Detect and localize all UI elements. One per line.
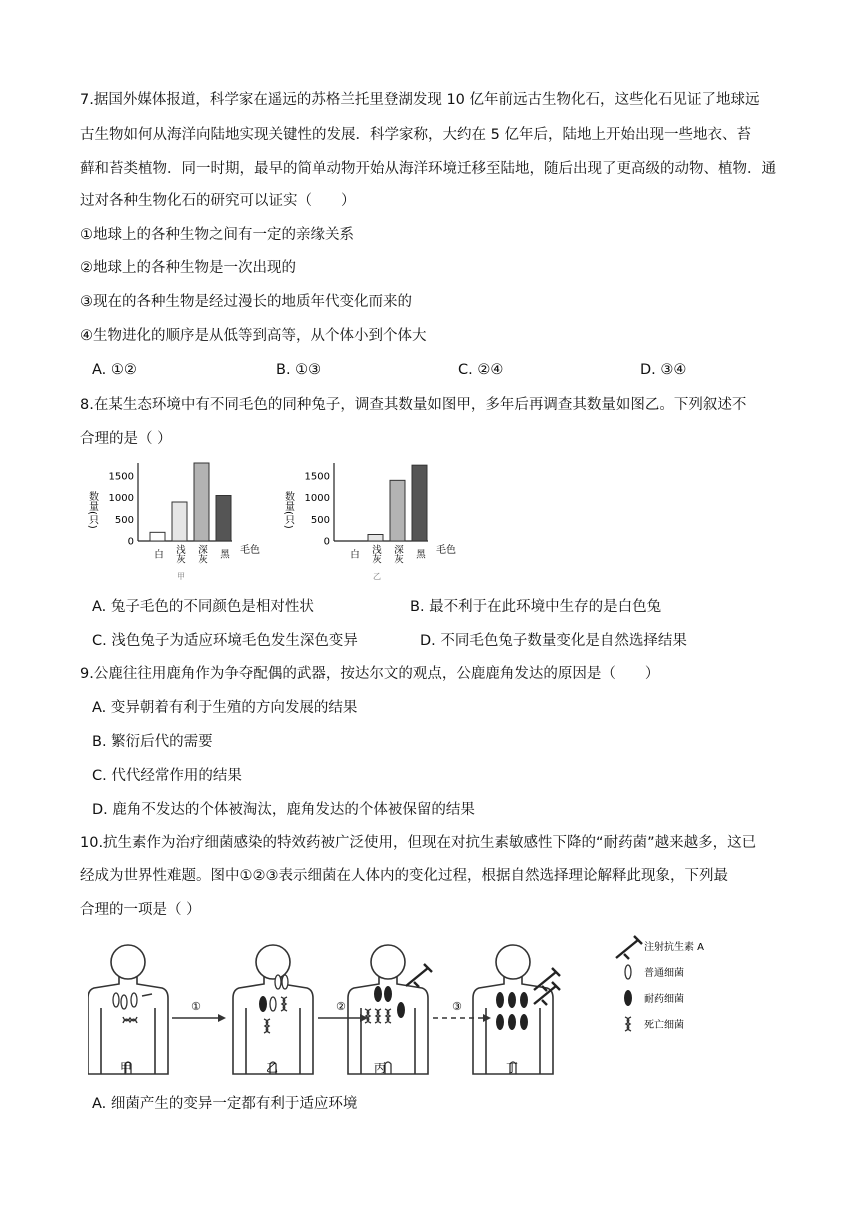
q9-option-c[interactable]: C. 代代经常作用的结果 <box>92 768 242 784</box>
q9-option-a[interactable]: A. 变异朝着有利于生殖的方向发展的结果 <box>92 700 358 716</box>
arrow-step-3 <box>433 1000 491 1022</box>
y-tick-label: 500 <box>114 514 134 526</box>
y-tick-label: 0 <box>127 536 134 548</box>
q7-option-d[interactable]: D. ③④ <box>640 362 687 378</box>
panel-yi <box>233 945 313 1075</box>
step-label: ① <box>191 1000 201 1013</box>
q10-line-2: 经成为世界性难题。图中①②③表示细菌在人体内的变化过程，根据自然选择理论解释此现象，下列最 <box>80 868 728 884</box>
y-tick-label: 0 <box>323 536 330 548</box>
q9-option-d[interactable]: D. 鹿角不发达的个体被淘汰，鹿角发达的个体被保留的结果 <box>92 802 475 818</box>
bar <box>194 463 209 541</box>
panel-label: 丙 <box>374 1061 387 1075</box>
chart-title: 甲 <box>177 572 185 581</box>
bar <box>216 496 231 542</box>
y-tick-label: 500 <box>310 514 330 526</box>
legend-item: 注射抗生素 A <box>644 942 705 953</box>
legend-item: 普通细菌 <box>644 968 684 979</box>
panel-label: 丁 <box>506 1061 519 1075</box>
x-axis-label: 毛色 <box>436 545 456 556</box>
q7-statement-1: ①地球上的各种生物之间有一定的亲缘关系 <box>80 227 354 243</box>
y-tick-label: 1500 <box>304 471 330 483</box>
chart-title: 乙 <box>373 572 381 581</box>
dead-bacteria-icon <box>625 1017 631 1031</box>
q7-line-4: 过对各种生物化石的研究可以证实（ ） <box>80 193 356 209</box>
q7-statement-4: ④生物进化的顺序是从低等到高等，从个体小到个体大 <box>80 328 427 344</box>
x-tick-label: 深灰 <box>392 544 403 564</box>
y-tick-label: 1500 <box>108 471 134 483</box>
x-tick-label: 深灰 <box>196 544 207 564</box>
q7-option-a[interactable]: A. ①② <box>92 362 137 378</box>
bar-chart-yi <box>278 455 478 585</box>
q9-option-b[interactable]: B. 繁衍后代的需要 <box>92 734 213 750</box>
q7-statement-3: ③现在的各种生物是经过漫长的地质年代变化而来的 <box>80 294 412 310</box>
x-axis-label: 毛色 <box>240 545 260 556</box>
q8-option-d[interactable]: D. 不同毛色兔子数量变化是自然选择结果 <box>420 633 687 649</box>
bar-chart-jia <box>82 455 282 585</box>
figure-legend <box>616 936 704 1031</box>
y-axis-label: 数量(只) <box>86 491 98 529</box>
bar <box>390 480 405 541</box>
resistant-bacteria-icon <box>624 990 632 1006</box>
bar <box>412 465 427 541</box>
bar <box>172 502 187 541</box>
q8-option-a[interactable]: A. 兔子毛色的不同颜色是相对性状 <box>92 599 314 615</box>
legend-item: 耐药细菌 <box>644 994 684 1005</box>
x-tick-label: 白 <box>348 549 359 559</box>
x-tick-label: 黑 <box>218 549 229 559</box>
q8-line-1: 8.在某生态环境中有不同毛色的同种兔子，调查其数量如图甲，多年后再调查其数量如图乙。下列叙述不 <box>80 397 747 413</box>
q7-line-2: 古生物如何从海洋向陆地实现关键性的发展．科学家称，大约在 5 亿年后，陆地上开始出现一些地衣、苔 <box>80 127 751 143</box>
panel-ding <box>473 945 560 1075</box>
x-tick-label: 白 <box>152 549 163 559</box>
q7-option-c[interactable]: C. ②④ <box>458 362 504 378</box>
q9-line: 9.公鹿往往用鹿角作为争夺配偶的武器，按达尔文的观点，公鹿鹿角发达的原因是（ ） <box>80 666 660 682</box>
x-tick-label: 浅灰 <box>174 544 185 564</box>
y-tick-label: 1000 <box>108 493 134 505</box>
q7-line-3: 藓和苔类植物．同一时期，最早的简单动物开始从海洋环境迁移至陆地，随后出现了更高级的动物、植物．通 <box>80 161 776 177</box>
q10-line-1: 10.抗生素作为治疗细菌感染的特效药被广泛使用，但现在对抗生素敏感性下降的“耐药菌”越来越多，这已 <box>80 835 757 851</box>
x-tick-label: 黑 <box>414 549 425 559</box>
panel-bing <box>348 945 432 1075</box>
q10-line-3: 合理的一项是（ ） <box>80 902 201 918</box>
panel-label: 甲 <box>120 1061 133 1075</box>
q10-option-a[interactable]: A. 细菌产生的变异一定都有利于适应环境 <box>92 1096 358 1112</box>
y-axis-label: 数量(只) <box>282 491 294 529</box>
bacteria-figure <box>88 930 738 1078</box>
q8-option-b[interactable]: B. 最不利于在此环境中生存的是白色兔 <box>410 599 662 615</box>
panel-jia <box>88 945 168 1075</box>
bar <box>368 535 383 542</box>
y-tick-label: 1000 <box>304 493 330 505</box>
q7-option-b[interactable]: B. ①③ <box>276 362 322 378</box>
legend-item: 死亡细菌 <box>644 1020 684 1031</box>
step-label: ③ <box>452 1000 462 1013</box>
q7-statement-2: ②地球上的各种生物是一次出现的 <box>80 260 296 276</box>
panel-label: 乙 <box>266 1061 279 1075</box>
bar <box>150 532 165 541</box>
x-tick-label: 浅灰 <box>370 544 381 564</box>
arrow-step-1 <box>172 1000 226 1022</box>
q8-option-c[interactable]: C. 浅色兔子为适应环境毛色发生深色变异 <box>92 633 358 649</box>
syringe-icon <box>616 936 642 959</box>
step-label: ② <box>336 1000 346 1013</box>
q8-line-2: 合理的是（ ） <box>80 431 172 447</box>
q7-line-1: 7.据国外媒体报道，科学家在遥远的苏格兰托里登湖发现 10 亿年前远古生物化石，这些化石见证了地球远 <box>80 92 760 108</box>
normal-bacteria-icon <box>625 965 631 979</box>
